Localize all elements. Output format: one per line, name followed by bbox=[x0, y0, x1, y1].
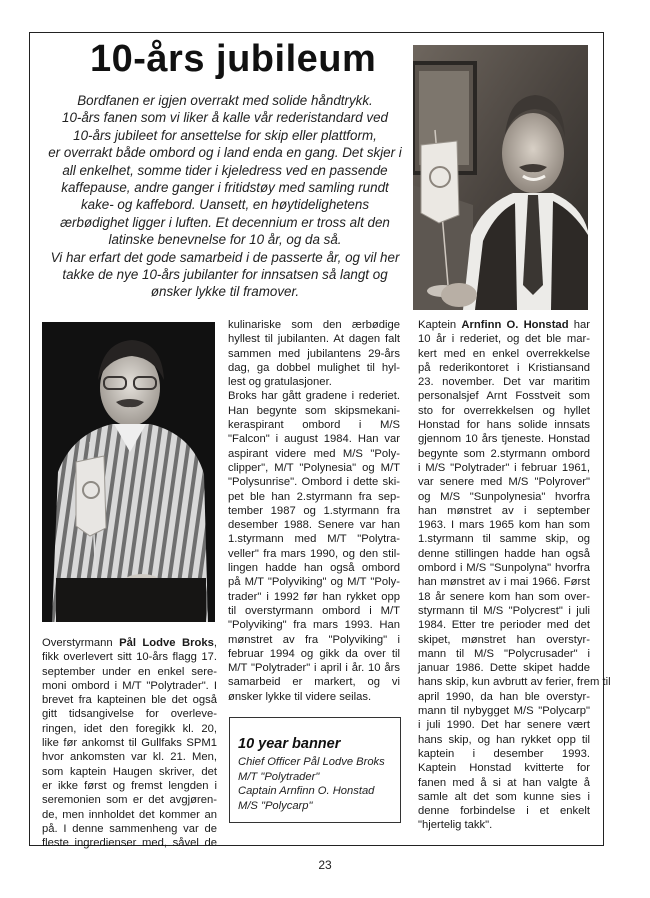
text-line: som kaptein Haugen skriver, det bbox=[42, 765, 217, 778]
text-line: fikk overlevert sitt 10-års flagg 17. bbox=[42, 651, 217, 664]
text-line: hans skip, kun avbrutt av ferier, frem til bbox=[418, 676, 611, 689]
photo-officer-broks bbox=[42, 322, 215, 622]
person-name-honstad: Arnfinn O. Honstad bbox=[461, 319, 569, 331]
text-line: styrmann til M/S "Polycrest" i juli bbox=[418, 604, 590, 617]
column-lead-line bbox=[42, 636, 217, 650]
text-line: moni ombord i M/T "Polytrader". I bbox=[42, 679, 217, 692]
photo-captain-honstad bbox=[413, 45, 588, 310]
text-line: han mønstret av i mai 1966. Først bbox=[418, 576, 590, 589]
text-line: han mønstret av i september bbox=[418, 504, 590, 517]
text-line: kaptein i desember 1993. bbox=[418, 747, 590, 760]
text-line: skipet, mønstret han overstyr- bbox=[418, 633, 590, 646]
text-line: denne stillingen hadde han også bbox=[418, 547, 590, 560]
article-title: 10-års jubileum bbox=[90, 38, 377, 80]
text-line: keraspirant ombord i M/S bbox=[228, 419, 400, 432]
text-line: de, men innholdet det kommer an bbox=[42, 808, 217, 821]
text-line: 23. november. Det var maritim bbox=[418, 376, 590, 389]
text-line: clipper", M/T "Polynesia" og M/T bbox=[228, 461, 400, 474]
text-line: ønsker lykke til videre seilas. bbox=[228, 690, 372, 703]
article-column-3 bbox=[418, 318, 611, 833]
banner-title: 10 year banner bbox=[238, 736, 341, 752]
lead-suffix: har bbox=[568, 319, 591, 331]
text-line: ringen, idet den foregikk kl. 20, bbox=[42, 722, 217, 735]
column-lead-line bbox=[418, 318, 590, 332]
text-line: hvor ankomsten var kl. 21. Men, bbox=[42, 751, 217, 764]
text-line: ombord i M/S "Sunpolyna" hvorfra bbox=[418, 562, 590, 575]
page-number: 23 bbox=[318, 858, 332, 872]
intro-line: 10-års fanen som vi liker å kalle vår rederistandard ved bbox=[62, 110, 388, 126]
text-line: på. I denne sammenheng var de bbox=[42, 822, 217, 835]
text-line: 1963. I mars 1965 kom han som bbox=[418, 519, 590, 532]
text-line: 1.styrmann med M/T "Polytra- bbox=[228, 533, 400, 546]
text-line: 18 år senere kom han som over- bbox=[418, 590, 590, 603]
text-line: "Falcon" i august 1984. Han var bbox=[228, 433, 400, 446]
text-line: til overstyrmann ombord i M/T bbox=[228, 604, 400, 617]
text-line: på M/T "Polyviking" og M/T "Poly- bbox=[228, 576, 400, 589]
photo-officer-broks-image bbox=[42, 322, 215, 622]
banner-line: Chief Officer Pål Lodve Broks bbox=[238, 756, 385, 768]
text-line: Kaptein Honstad kvitterte for bbox=[418, 762, 590, 775]
text-line: fanen med å si at han valgte å bbox=[418, 776, 590, 789]
intro-line: ærbødighet ligger i luften. Et decennium er tross alt den bbox=[60, 214, 390, 230]
text-line: på rederikontoret i Kristiansand bbox=[418, 361, 590, 374]
intro-line: ønsker lykke til framover. bbox=[150, 284, 300, 300]
text-line: seremonien som er det avgjøren- bbox=[42, 794, 217, 807]
intro-line: kaffepause, andre ganger i fritidstøy med samling rundt bbox=[61, 180, 389, 196]
text-line: brevet fra kapteinen ble det også bbox=[42, 694, 217, 707]
banner-line: M/S "Polycarp" bbox=[238, 799, 313, 812]
text-line: "Polysunrise". Ombord i dette ski- bbox=[228, 476, 400, 489]
person-name-broks: Pål Lodve Broks bbox=[119, 637, 214, 649]
text-line: dag, ga dobbel mulighet til hyl- bbox=[228, 361, 400, 374]
text-line: trader" i 1992 før han rykket opp bbox=[228, 590, 400, 603]
lead-prefix: Kaptein bbox=[418, 319, 462, 331]
text-line: 1.styrmann til samme skip, og bbox=[418, 533, 590, 546]
intro-line: er overrakt både ombord og i land enda en gang. Det skjer i bbox=[48, 145, 402, 161]
intro-paragraph bbox=[40, 92, 410, 301]
text-line: veller" fra mars 1990, og den stil- bbox=[228, 547, 400, 560]
text-line: denne forbindelse i et enkelt bbox=[418, 805, 590, 818]
text-line: sammen med jubilantens 29-års bbox=[228, 347, 400, 360]
photo-captain-honstad-image bbox=[413, 45, 588, 310]
text-line: kert med en enkel overrekkelse bbox=[418, 347, 590, 360]
text-line: april 1990, da han ble overstyr- bbox=[418, 690, 590, 703]
intro-line: Vi har erfart det gode samarbeid i de passerte år, og vil her bbox=[50, 249, 400, 265]
text-line: var senere med M/S "Polyrover" bbox=[418, 476, 590, 489]
banner-line: M/T "Polytrader" bbox=[238, 770, 320, 783]
text-line: M/T "Polytrader" i april i år. 10 års bbox=[228, 662, 400, 675]
text-line: hans skip, og han rykket opp til bbox=[418, 733, 590, 746]
text-line: lest og gratulasjoner. bbox=[228, 376, 332, 389]
article-column-2 bbox=[228, 318, 400, 704]
text-line: mann til M/S "Polycrusader" i bbox=[418, 647, 590, 660]
text-line: Honstad for hans solide innsats bbox=[418, 419, 590, 432]
text-line: "hjertelig takk". bbox=[418, 819, 493, 832]
text-line: september under en enkel sere- bbox=[42, 665, 217, 678]
text-line: pet ble han 2.styrmann fra sep- bbox=[228, 490, 400, 503]
text-line: 10 år i rederiet, og det ble mar- bbox=[418, 333, 590, 346]
text-line: 1984. Etter tre perioder med det bbox=[418, 619, 590, 632]
text-line: samle alt det som kunne sies i bbox=[418, 790, 590, 803]
text-line: mann til nybygget M/S "Polycarp" bbox=[418, 705, 590, 718]
intro-line: takke de nye 10-års jubilanter for innsatsen så langt og bbox=[62, 267, 388, 283]
text-line: gjennom 10 års tjeneste. Honstad bbox=[418, 433, 590, 446]
text-line: personalsjef Arnt Fosstveit som bbox=[418, 390, 590, 403]
text-line: tember 1987 og 1.styrmann fra bbox=[228, 504, 400, 517]
text-line: like før ankomst til Gullfaks SPM1 bbox=[42, 737, 217, 750]
intro-line: all enkelhet, somme tider i kjeledress ved en passende bbox=[62, 162, 388, 178]
text-line: i M/S "Polytrader" i februar 1961, bbox=[418, 461, 590, 474]
text-line: er ikke først og fremst lengden i bbox=[42, 779, 217, 792]
intro-line: 10-års jubileet for ansettelse for skip eller plattform, bbox=[73, 127, 377, 143]
text-line: februar 1994 og gikk da over til bbox=[228, 647, 400, 660]
text-line: sto for overrekkelsen og hyllet bbox=[418, 404, 590, 417]
text-line: aspirant videre med M/S "Poly- bbox=[228, 447, 400, 460]
text-line: og M/S "Sunpolynesia" hvorfra bbox=[418, 490, 590, 503]
intro-line: latinske benevnelse for 10 år, og da så. bbox=[108, 232, 342, 248]
banner-line: Captain Arnfinn O. Honstad bbox=[238, 785, 375, 798]
text-line: Broks har gått gradene i rederiet. bbox=[228, 390, 400, 403]
text-line: begynte som 2.styrmann ombord bbox=[418, 447, 590, 460]
text-line: lingen hadde han også ombord bbox=[228, 562, 400, 575]
banner-info-box bbox=[229, 717, 401, 823]
text-line: gitt tidsangivelse for overleve- bbox=[42, 708, 217, 721]
intro-line: kake- og kaffebord. Uansett, en høytidelighetens bbox=[80, 197, 370, 213]
lead-suffix: , bbox=[213, 637, 217, 649]
text-line: mønstret av fra "Polyviking" i bbox=[228, 633, 400, 646]
text-line: hyllest til jubilanten. At dagen falt bbox=[228, 333, 400, 346]
text-line: kulinariske som den ærbødige bbox=[228, 319, 400, 331]
text-line: fleste ingredienser med, såvel de bbox=[42, 837, 217, 850]
text-line: januar 1986. Dette skipet hadde bbox=[418, 662, 590, 675]
text-line: i juli 1990. Det har senere vært bbox=[418, 719, 590, 732]
lead-prefix: Overstyrmann bbox=[42, 637, 120, 649]
intro-line: Bordfanen er igjen overrakt med solide håndtrykk. bbox=[77, 93, 373, 108]
text-line: Han begynte som skipsmekani- bbox=[228, 404, 400, 417]
text-line: samarbeid er markert, og vi bbox=[228, 676, 400, 689]
article-column-1 bbox=[42, 636, 217, 850]
text-line: "Polyviking" fra mars 1993. Han bbox=[228, 619, 400, 632]
text-line: desember 1988. Senere var han bbox=[228, 519, 400, 532]
